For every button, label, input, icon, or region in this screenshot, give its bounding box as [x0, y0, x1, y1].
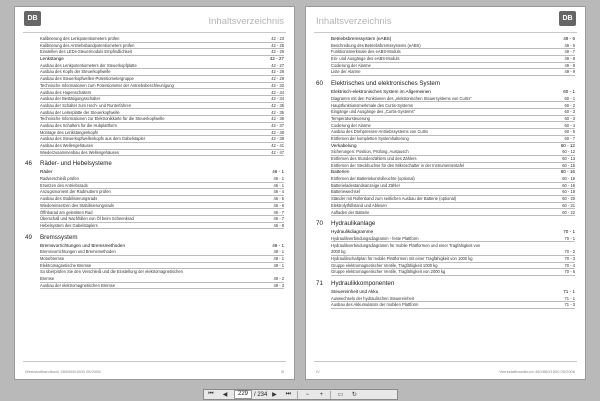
toc-entry[interactable] — [316, 236, 575, 243]
section-heading[interactable] — [316, 79, 575, 89]
footer-divider — [314, 361, 577, 362]
toc-entry[interactable] — [316, 129, 575, 136]
toc-entry-title: Entfernen der kompletten Systemhalterung — [331, 135, 409, 141]
toc-entry-title: Wiedereinsetzen des Stabilisierungsrads — [40, 202, 114, 208]
toc-entry[interactable] — [25, 83, 284, 90]
toc-page-ref: 60 - 16 — [562, 182, 575, 188]
toc-entry[interactable] — [316, 210, 575, 217]
toc-entry[interactable] — [25, 216, 284, 223]
toc-page-ref: 60 - 7 — [564, 135, 575, 141]
toc-entry-title: Steuereinheit und Akku — [331, 289, 379, 294]
toc-page-ref: 49 - 2 — [273, 276, 284, 281]
page-header-title: Inhaltsverzeichnis — [208, 16, 284, 27]
page-header-title: Inhaltsverzeichnis — [316, 16, 392, 27]
toc-entry[interactable] — [316, 296, 575, 303]
toc-entry-title: Ausbau des Drehpressen-Antriebssystems von Curtis — [331, 129, 429, 135]
toc-entry-title: Codierung der Alarme — [331, 62, 371, 68]
toc-entry-title: So überprüfen Sie den Verschleiß und die Einstellung der elektromagnetischen — [40, 269, 183, 275]
toc-entry[interactable] — [316, 109, 575, 116]
toc-entry[interactable] — [316, 163, 575, 170]
toc-entry-title: Auswechseln der hydraulischen Steuereinheit — [331, 295, 414, 301]
toc-entry-title: Öffnbarad am gelenkten Rad — [40, 209, 93, 215]
toc-entry-title: Technische Informationen zur Elektronikkarte für die Steuerkopfwelle — [40, 116, 165, 122]
toc-entry[interactable] — [25, 36, 284, 43]
footer-manual-ref: Werkstatthandbuch 450/860/1500 05/2006 — [499, 369, 575, 374]
toc-page-ref: 42 - 36 — [271, 116, 284, 122]
toc-page-ref: 70 - 4 — [564, 262, 575, 268]
toc-entry-title: Hauptfunktionsmerkmale des Curtis-Systems — [331, 102, 413, 108]
toc-entry[interactable] — [25, 283, 284, 290]
toc-page-ref: 46 - 4 — [273, 189, 284, 195]
toc-page-ref: 49 - 9 — [564, 69, 575, 75]
toc-page-ref: 42 - 25 — [271, 42, 284, 48]
toc-entry-title: Batterieladestandsanzeige und Zähler — [331, 182, 400, 188]
toc-page-ref: 60 - 21 — [562, 202, 575, 208]
section-title: Elektrisches und elektronisches System — [331, 80, 441, 88]
toc-entry-title: Bremsvorrichtungen und Bremsmethoden — [40, 242, 126, 248]
section-title: Bremssystem — [40, 233, 78, 241]
toc-entry-title: Hydraulikverbindungsdiagramm - feste Plattform — [331, 235, 419, 241]
toc-entry[interactable] — [316, 56, 575, 63]
toc-page-ref: 70 - 1 — [563, 229, 575, 235]
section-number: 46 — [25, 160, 32, 168]
toc-entry[interactable] — [25, 130, 284, 137]
toc-entry-title: Einstellen des LEDs-Steuermoduls Empfindlichkeit — [40, 49, 132, 55]
toc-page-ref: 49 - 3 — [273, 282, 284, 288]
toc-entry-title: Funktionsmerkmale des eABS-Moduls — [331, 49, 401, 55]
toc-entry-title: Kalibrierung des Antriebsbandpotentiometers prüfen — [40, 42, 135, 48]
toc-page-ref: 46 - 7 — [273, 209, 284, 215]
toc-entry-title: Elektrisch-elektronisches System im Allgemeinen — [331, 89, 431, 95]
toc-entry-title: Aufladen der Batterie — [331, 209, 370, 215]
toc-entry[interactable] — [316, 189, 575, 196]
toc-entry-title: Ausbau des Wellengehäuses — [40, 143, 93, 148]
toc-entry[interactable] — [25, 256, 284, 263]
toc-page-ref: 49 - 1 — [273, 255, 284, 261]
toc-entry-title: Batteriewechsel — [331, 189, 360, 195]
toc-page-ref: 60 - 2 — [564, 102, 575, 108]
toc-page-ref: 70 - 3 — [564, 255, 575, 261]
toc-entry-title: Lenkstange — [40, 56, 64, 62]
toc-entry[interactable] — [316, 243, 575, 250]
fit-page-icon[interactable]: ▭ — [337, 392, 344, 398]
toc-page-ref: 60 - 16 — [560, 169, 575, 175]
toc-page-ref: 49 - 7 — [564, 49, 575, 55]
toc-entry-title: Beschreibung des Betriebsbremssystems (eABS) — [331, 42, 421, 48]
toc-page-ref: 70 - 1 — [564, 235, 575, 241]
brand-logo: DB — [559, 11, 576, 26]
toc-entry[interactable] — [316, 49, 575, 56]
toc-entry[interactable] — [25, 210, 284, 217]
toc-page-ref: 49 - 6 — [563, 36, 575, 41]
toc-page-ref: 60 - 12 — [562, 149, 575, 155]
toc-page-ref: 60 - 20 — [562, 196, 575, 202]
toc-page-ref: 60 - 12 — [560, 142, 575, 148]
toc-entry-title: Ein- und Ausgänge des eABS-Moduls — [331, 56, 400, 62]
left-page — [14, 6, 295, 380]
toc-entry-title: Ständer mit Rollenband zum seitlichen Ausbau der Batterie (optional) — [331, 196, 457, 202]
toc-page-ref: 46 - 1 — [272, 169, 284, 175]
toc-entry[interactable] — [316, 269, 575, 276]
toc-page-ref: 60 - 18 — [562, 189, 575, 195]
toc-entry[interactable] — [25, 263, 284, 270]
toc-page-ref: 46 - 7 — [273, 216, 284, 222]
toc-entry-title: 2000 kg — [331, 249, 346, 255]
toc-page-ref: 46 - 6 — [273, 202, 284, 208]
toc-entry[interactable] — [316, 123, 575, 130]
toc-entry-title: Motorbremse — [40, 255, 65, 261]
toc-entry-title: Hebelsystem des Gabelstaplers — [40, 222, 98, 228]
toc-page-ref: 42 - 28 — [271, 69, 284, 75]
toc-page-ref: 70 - 2 — [564, 249, 575, 255]
toc-entry[interactable] — [316, 256, 575, 263]
toc-page-ref: 42 - 35 — [271, 109, 284, 115]
toc-entry[interactable] — [316, 203, 575, 210]
toc-entry-title: Entfernen der Batteriekontrolleuchte (optional) — [331, 176, 415, 182]
toc-entry[interactable] — [25, 223, 284, 230]
toc-entry-title: Ausbau des Lenkpotentiometers der Steuerkopfplatte — [40, 62, 137, 68]
toc-entry-title: Montage des Lenkstangenkopfs — [40, 129, 99, 135]
rotate-icon[interactable]: ↻ — [351, 392, 357, 398]
toc-page-ref: 46 - 1 — [273, 176, 284, 182]
page-number-input[interactable]: 229 — [234, 390, 252, 399]
toc-page-ref: 60 - 3 — [564, 109, 575, 115]
toc-entry-title: Entfernen des Stundenzählers und des Zählers — [331, 156, 417, 161]
toc-subsection-entry[interactable] — [25, 56, 284, 63]
toc-page-ref: 42 - 26 — [271, 49, 284, 55]
toc-page-ref: 42 - 27 — [271, 62, 284, 68]
toc-page-ref: 42 - 29 — [271, 76, 284, 82]
toolbar-separator — [330, 391, 331, 399]
section-number: 49 — [25, 233, 32, 241]
toc-page-ref: 60 - 13 — [562, 156, 575, 161]
toc-page-ref: 42 - 27 — [269, 56, 284, 62]
section-title: Hydraulikanlage — [331, 220, 376, 228]
toc-entry[interactable] — [316, 249, 575, 256]
toc-entry[interactable] — [25, 189, 284, 196]
toc-entry-title: Hydraulikverbindungsdiagramm für mobile Plattformen und einer Tragfähigkeit von — [331, 242, 481, 248]
footer-divider — [23, 361, 286, 362]
toc-entry[interactable] — [316, 149, 575, 156]
toc-entry[interactable] — [25, 276, 284, 283]
toc-subsection-entry[interactable] — [316, 229, 575, 236]
toc-entry[interactable] — [316, 263, 575, 270]
toc-entry[interactable] — [25, 143, 284, 150]
toc-page-ref: 42 - 41 — [271, 143, 284, 148]
toc-page-ref: 42 - 47 — [271, 149, 284, 155]
zoom-out-icon[interactable]: − — [305, 391, 310, 398]
toc-page-ref: 42 - 39 — [271, 136, 284, 142]
toc-page-ref: 42 - 37 — [271, 122, 284, 128]
last-page-button[interactable]: ⏭ — [285, 391, 292, 397]
toc-entry[interactable] — [316, 116, 575, 123]
toc-subsection-entry[interactable] — [316, 289, 575, 296]
toc-page-ref: 49 - 1 — [273, 262, 284, 268]
toc-entry-title: Ausbau des Hupenschalters — [40, 89, 92, 95]
toc-entry[interactable] — [316, 196, 575, 203]
toc-entry-title: Kalibrierung des Lenkpotentiometers prüfen — [40, 36, 120, 41]
toc-subsection-entry[interactable] — [316, 143, 575, 150]
toc-entry[interactable] — [316, 96, 575, 103]
header-divider — [314, 32, 577, 33]
toc-page-ref: 60 - 16 — [562, 176, 575, 182]
toc-entry-title: Ausbau der Schalter zum Hoch- und Runterfahren — [40, 102, 132, 108]
toc-entry-title: Ausbau des Stabilisierungsrads — [40, 196, 98, 202]
section-title: Hydraulikkomponenten — [331, 280, 395, 287]
toc-entry[interactable] — [25, 110, 284, 117]
toc-entry[interactable] — [25, 43, 284, 50]
section-number: 70 — [316, 220, 323, 228]
footer-manual-ref: Werkstatthandbuch 450/860/1500 05/2006 — [25, 369, 101, 374]
toc-entry[interactable] — [316, 63, 575, 70]
next-page-button[interactable]: ▶ — [272, 392, 277, 398]
toc-page-ref: 49 - 8 — [564, 62, 575, 68]
toc-page-ref: 42 - 38 — [271, 129, 284, 135]
toc-page-ref: 46 - 8 — [273, 222, 284, 228]
toc-entry[interactable] — [25, 269, 284, 276]
toc-entry-title: Ausbau des Kopfs der Steuerkopfwelle — [40, 69, 111, 75]
toc-entry-title: Ausbau des Schalters für die Hubplattform — [40, 122, 117, 128]
toc-subsection-entry[interactable] — [316, 89, 575, 96]
section-heading[interactable] — [316, 279, 575, 289]
toc-subsection-entry[interactable] — [25, 169, 284, 176]
toc-entry[interactable] — [25, 136, 284, 143]
toc-entry-title: Elektrolytfüllstand und Ablesen — [331, 202, 387, 208]
first-page-button[interactable]: ⏮ — [208, 391, 214, 397]
toc-page-ref: 46 - 5 — [273, 196, 284, 202]
toc-entry-title: Eingänge und Ausgänge des „Curtis-Systems“ — [331, 109, 415, 115]
toc-entry-title: Räder — [40, 169, 53, 175]
toc-page-ref: 42 - 35 — [271, 102, 284, 108]
toc-page-ref: 60 - 1 — [564, 95, 575, 101]
toc-entry-title: Radverschleiß prüfen — [40, 176, 79, 182]
toc-entry-title: Überschall und Nachfüllen von Öl beim Scheenkrad — [40, 216, 134, 222]
toc-entry-title: Temperatursteuerung — [331, 115, 370, 121]
toc-entry-title: Batterien — [331, 169, 350, 175]
toc-entry[interactable] — [25, 96, 284, 103]
toc-page-ref: 46 - 1 — [273, 182, 284, 188]
toc-entry-title: Betriebsbremssystem (eABS) — [331, 36, 392, 41]
toc-page-ref: 70 - 5 — [564, 269, 575, 275]
toc-page-ref: 71 - 3 — [564, 302, 575, 308]
toc-subsection-entry[interactable] — [316, 36, 575, 43]
toc-entry[interactable] — [316, 43, 575, 50]
section-title: Räder- und Hebelsysteme — [40, 160, 112, 168]
toc-entry[interactable] — [316, 156, 575, 163]
toc-entry[interactable] — [25, 123, 284, 130]
section-heading[interactable] — [25, 233, 284, 243]
toolbar-separator — [297, 391, 298, 399]
toc-entry-title: Ausbau des Akkumulators der mobilen Plattform — [331, 302, 419, 308]
toc-entry-title: Technische Informationen zum Potentiometer der Antriebsbeschleunigung — [40, 82, 174, 88]
toc-entry-title: Hydraulikschaltplan für mobile Plattformen mit einer Tragfähigkeit von 1000 kg — [331, 255, 473, 261]
section-number: 60 — [316, 80, 323, 88]
toc-page-ref: 42 - 23 — [271, 36, 284, 41]
toc-entry-title: Wiederzusammenbau des Wellengehäuses — [40, 149, 119, 155]
toc-list — [316, 36, 575, 309]
toc-entry[interactable] — [25, 150, 284, 157]
toc-page-ref: 60 - 1 — [563, 89, 575, 95]
toc-entry-title: Diagramm mit den Funktionen des „elektronischen Steuersystems von Curtis“ — [331, 95, 472, 101]
toc-entry[interactable] — [316, 176, 575, 183]
toc-entry[interactable] — [25, 116, 284, 123]
toc-entry-title: Ausbau der Bestätigungsschalter — [40, 96, 101, 102]
toc-page-ref: 49 - 6 — [564, 42, 575, 48]
toc-entry-title: Ausbau der Leiterplatte der Steuerkopfwelle — [40, 109, 120, 115]
toc-entry-title: Codierung der Alarme — [331, 122, 371, 128]
toc-entry[interactable] — [316, 69, 575, 76]
toc-page-ref: 71 - 1 — [563, 289, 575, 294]
toc-entry-title: Entfernen der Steckbuchse für den Mikroschalter in der Instrumententafel — [331, 162, 464, 168]
toc-entry[interactable] — [25, 63, 284, 70]
toc-entry-title: Ersetzen des Antriebsrads — [40, 182, 88, 188]
toc-entry-title: Bremse — [40, 276, 55, 281]
toc-entry[interactable] — [25, 90, 284, 97]
toc-subsection-entry[interactable] — [316, 169, 575, 176]
toc-entry[interactable] — [25, 103, 284, 110]
toc-entry-title: Ausbau des Steuerkopfwellenkopfs aus dem Gabelstapler — [40, 136, 146, 142]
toc-entry[interactable] — [25, 196, 284, 203]
toc-page-ref: 60 - 15 — [562, 162, 575, 168]
zoom-in-icon[interactable]: + — [319, 391, 324, 398]
toc-page-ref: 42 - 34 — [271, 89, 284, 95]
right-page — [305, 6, 586, 380]
pdf-navigation-toolbar — [203, 389, 398, 400]
toc-entry-title: Gruppe elektromagnetischer Ventile, Tragfähigkeit von 2000 kg — [331, 269, 446, 275]
toc-page-ref: 60 - 5 — [564, 129, 575, 135]
toc-page-ref: 42 - 34 — [271, 96, 284, 102]
toc-entry[interactable] — [25, 249, 284, 256]
toc-page-ref: 60 - 22 — [562, 209, 575, 215]
toc-entry[interactable] — [25, 49, 284, 56]
brand-logo: DB — [24, 11, 41, 26]
toc-page-ref: 42 - 32 — [271, 82, 284, 88]
toc-page-ref: 49 - 1 — [272, 242, 284, 248]
toc-entry-title: Ausbau der elektromagnetischen Bremse — [40, 282, 116, 288]
footer-page-number: IV — [316, 369, 320, 374]
toc-entry-title: Elektromagnetische Bremse — [40, 262, 92, 268]
toc-page-ref: 49 - 1 — [273, 249, 284, 255]
section-heading[interactable] — [316, 219, 575, 229]
toc-entry-title: Liste der Alarme — [331, 69, 361, 75]
toc-page-ref: 60 - 3 — [564, 115, 575, 121]
toc-entry-title: Gruppe elektromagnetischer Ventile, Tragfähigkeit 1000 kg — [331, 262, 438, 268]
toc-entry[interactable] — [25, 203, 284, 210]
toc-entry[interactable] — [25, 69, 284, 76]
toc-entry[interactable] — [25, 176, 284, 183]
section-number: 71 — [316, 280, 323, 287]
prev-page-button[interactable]: ◀ — [222, 392, 228, 398]
toc-entry[interactable] — [316, 302, 575, 309]
toc-entry[interactable] — [25, 76, 284, 83]
toc-entry[interactable] — [316, 136, 575, 143]
header-divider — [23, 32, 286, 33]
toc-entry-title: Ausbau des Steuerkopfwellen-Potentiometergruppe — [40, 76, 134, 82]
toc-entry[interactable] — [25, 183, 284, 190]
toc-entry[interactable] — [316, 103, 575, 110]
toc-entry-title: Hydraulikdiagramme — [331, 229, 374, 235]
footer-page-number: III — [280, 369, 284, 374]
toc-page-ref: 60 - 4 — [564, 122, 575, 128]
toc-page-ref: 49 - 8 — [564, 56, 575, 62]
toc-entry-title: Bremsvorrichtungen und Bremsmethoden — [40, 249, 116, 255]
toc-entry-title: Anzugsmoment der Radmuttern prüfen — [40, 189, 111, 195]
section-heading[interactable] — [25, 159, 284, 169]
toc-entry[interactable] — [316, 183, 575, 190]
toc-subsection-entry[interactable] — [25, 243, 284, 250]
toc-page-ref: 71 - 1 — [564, 295, 575, 301]
toc-list — [25, 36, 284, 289]
page-total-label: / 234 — [254, 391, 268, 398]
toc-entry-title: Verkabelung — [331, 142, 357, 148]
toc-entry-title: Sicherungen: Position, Prüfung, Austausch — [331, 149, 409, 155]
